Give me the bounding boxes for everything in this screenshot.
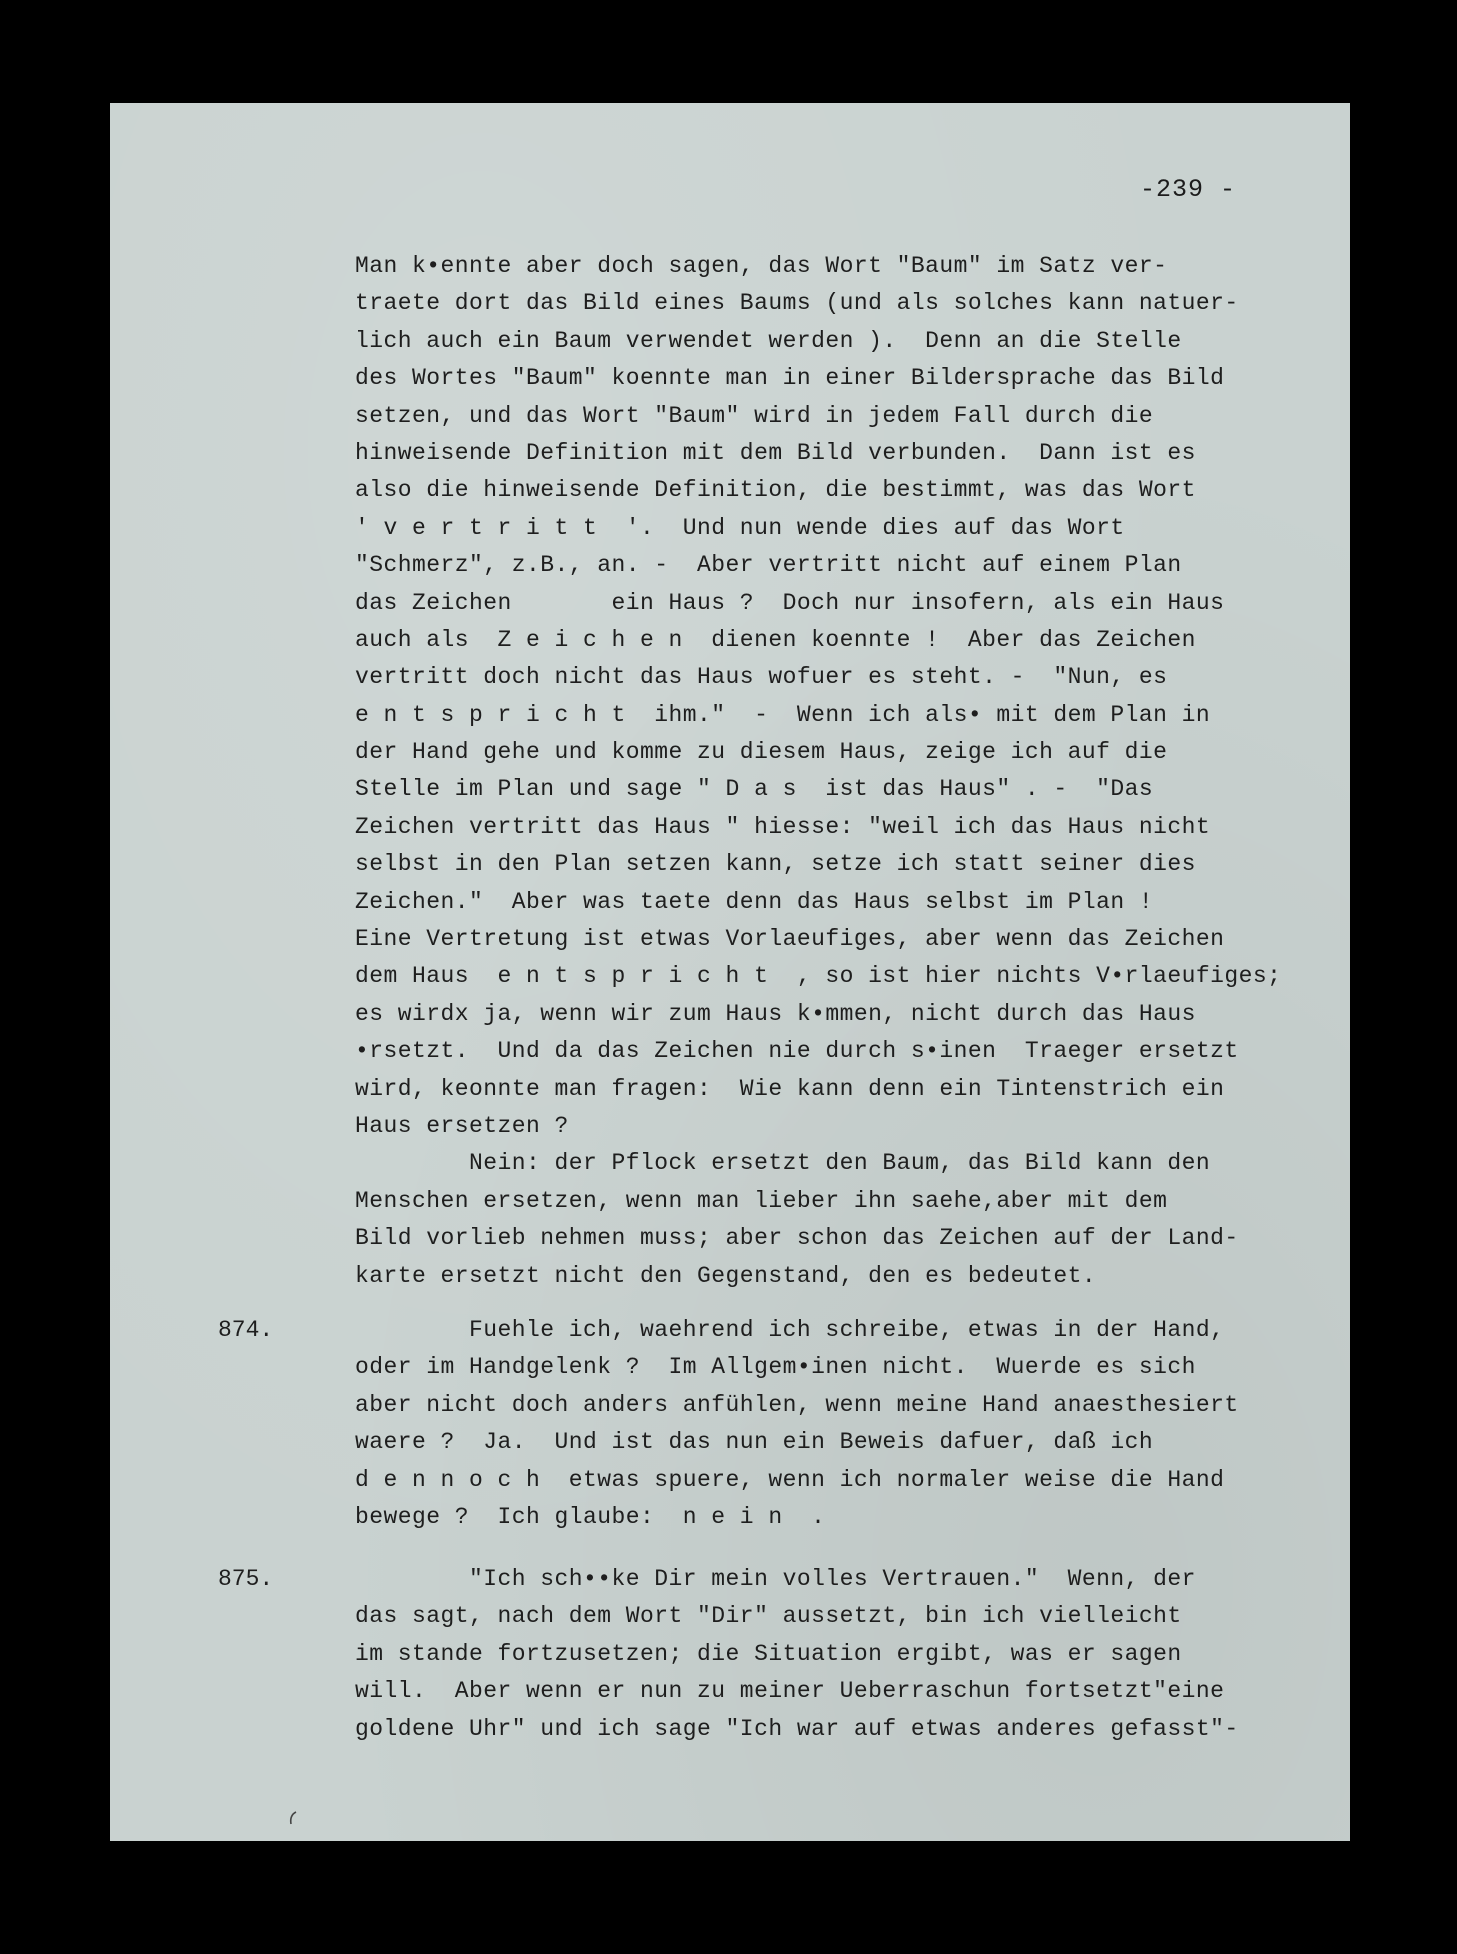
text-line: wird, keonnte man fragen: Wie kann denn ein Tintenstrich ein [355, 1075, 1225, 1102]
text-line: im stande fortzusetzen; die Situation ergibt, was er sagen [355, 1640, 1182, 1667]
pencil-mark [286, 1808, 300, 1832]
text-line: dem Haus e n t s p r i c h t , so ist hier nichts V•rlaeufiges; [355, 963, 1282, 990]
paragraph-number-875: 875. [218, 1566, 274, 1592]
text-line: Stelle im Plan und sage " D a s ist das Haus" . - "Das [355, 776, 1154, 803]
text-line: Zeichen." Aber was taete denn das Haus selbst im Plan ! [355, 888, 1154, 915]
pencil-stroke-icon [286, 1809, 300, 1827]
text-line: oder im Handgelenk ? Im Allgem•inen nicht. Wuerde es sich [355, 1354, 1196, 1381]
text-line: Fuehle ich, waehrend ich schreibe, etwas in der Hand, [355, 1317, 1225, 1343]
text-line: "Schmerz", z.B., an. - Aber vertritt nicht auf einem Plan [355, 552, 1182, 579]
text-line: Eine Vertretung ist etwas Vorlaeufiges, aber wenn das Zeichen [355, 926, 1225, 953]
text-line: d e n n o c h etwas spuere, wenn ich normaler weise die Hand [355, 1466, 1225, 1493]
text-block-874 [355, 1312, 1239, 1536]
text-line: traete dort das Bild eines Baums (und als solches kann natuer- [355, 290, 1239, 317]
text-line: der Hand gehe und komme zu diesem Haus, zeige ich auf die [355, 739, 1168, 766]
text-line: es wirdx ja, wenn wir zum Haus k•mmen, nicht durch das Haus [355, 1000, 1196, 1027]
text-line: goldene Uhr" und ich sage "Ich war auf etwas anderes gefasst"- [355, 1715, 1239, 1742]
text-line: lich auch ein Baum verwendet werden ). Denn an die Stelle [355, 327, 1182, 354]
text-line: waere ? Ja. Und ist das nun ein Beweis dafuer, daß ich [355, 1429, 1154, 1456]
text-line: das sagt, nach dem Wort "Dir" aussetzt, bin ich vielleicht [355, 1603, 1182, 1630]
text-line: ' v e r t r i t t '. Und nun wende dies auf das Wort [355, 514, 1125, 541]
text-line: Nein: der Pflock ersetzt den Baum, das Bild kann den [355, 1150, 1211, 1177]
text-line: auch als Z e i c h e n dienen koennte ! Aber das Zeichen [355, 626, 1196, 653]
text-line: hinweisende Definition mit dem Bild verbunden. Dann ist es [355, 439, 1196, 466]
paragraph-number-874: 874. [218, 1317, 274, 1343]
page-number: -239 - [1140, 175, 1237, 204]
text-line: setzen, und das Wort "Baum" wird in jedem Fall durch die [355, 402, 1154, 429]
text-line: aber nicht doch anders anfühlen, wenn meine Hand anaesthesiert [355, 1391, 1239, 1418]
text-line: das Zeichen ein Haus ? Doch nur insofern, als ein Haus [355, 589, 1225, 616]
text-line: des Wortes "Baum" koennte man in einer Bildersprache das Bild [355, 365, 1225, 392]
text-line: Bild vorlieb nehmen muss; aber schon das Zeichen auf der Land- [355, 1225, 1239, 1252]
text-line: e n t s p r i c h t ihm." - Wenn ich als• mit dem Plan in [355, 701, 1211, 728]
text-line: selbst in den Plan setzen kann, setze ich statt seiner dies [355, 851, 1196, 878]
text-line: will. Aber wenn er nun zu meiner Ueberraschun fortsetzt"eine [355, 1678, 1225, 1705]
text-line: vertritt doch nicht das Haus wofuer es steht. - "Nun, es [355, 664, 1168, 691]
text-line: Menschen ersetzen, wenn man lieber ihn saehe,aber mit dem [355, 1187, 1168, 1214]
text-line: bewege ? Ich glaube: n e i n . [355, 1503, 826, 1530]
text-line: also die hinweisende Definition, die bestimmt, was das Wort [355, 477, 1196, 504]
text-line: karte ersetzt nicht den Gegenstand, den es bedeutet. [355, 1262, 1097, 1289]
text-line: Haus ersetzen ? [355, 1112, 569, 1139]
text-line: Zeichen vertritt das Haus " hiesse: "weil ich das Haus nicht [355, 813, 1211, 840]
text-line: Man k•ennte aber doch sagen, das Wort "Baum" im Satz ver- [355, 253, 1168, 279]
text-block-continuation [355, 248, 1281, 1295]
text-block-875 [355, 1561, 1239, 1748]
text-line: •rsetzt. Und da das Zeichen nie durch s•inen Traeger ersetzt [355, 1038, 1239, 1065]
text-line: "Ich sch••ke Dir mein volles Vertrauen." Wenn, der [355, 1566, 1196, 1592]
